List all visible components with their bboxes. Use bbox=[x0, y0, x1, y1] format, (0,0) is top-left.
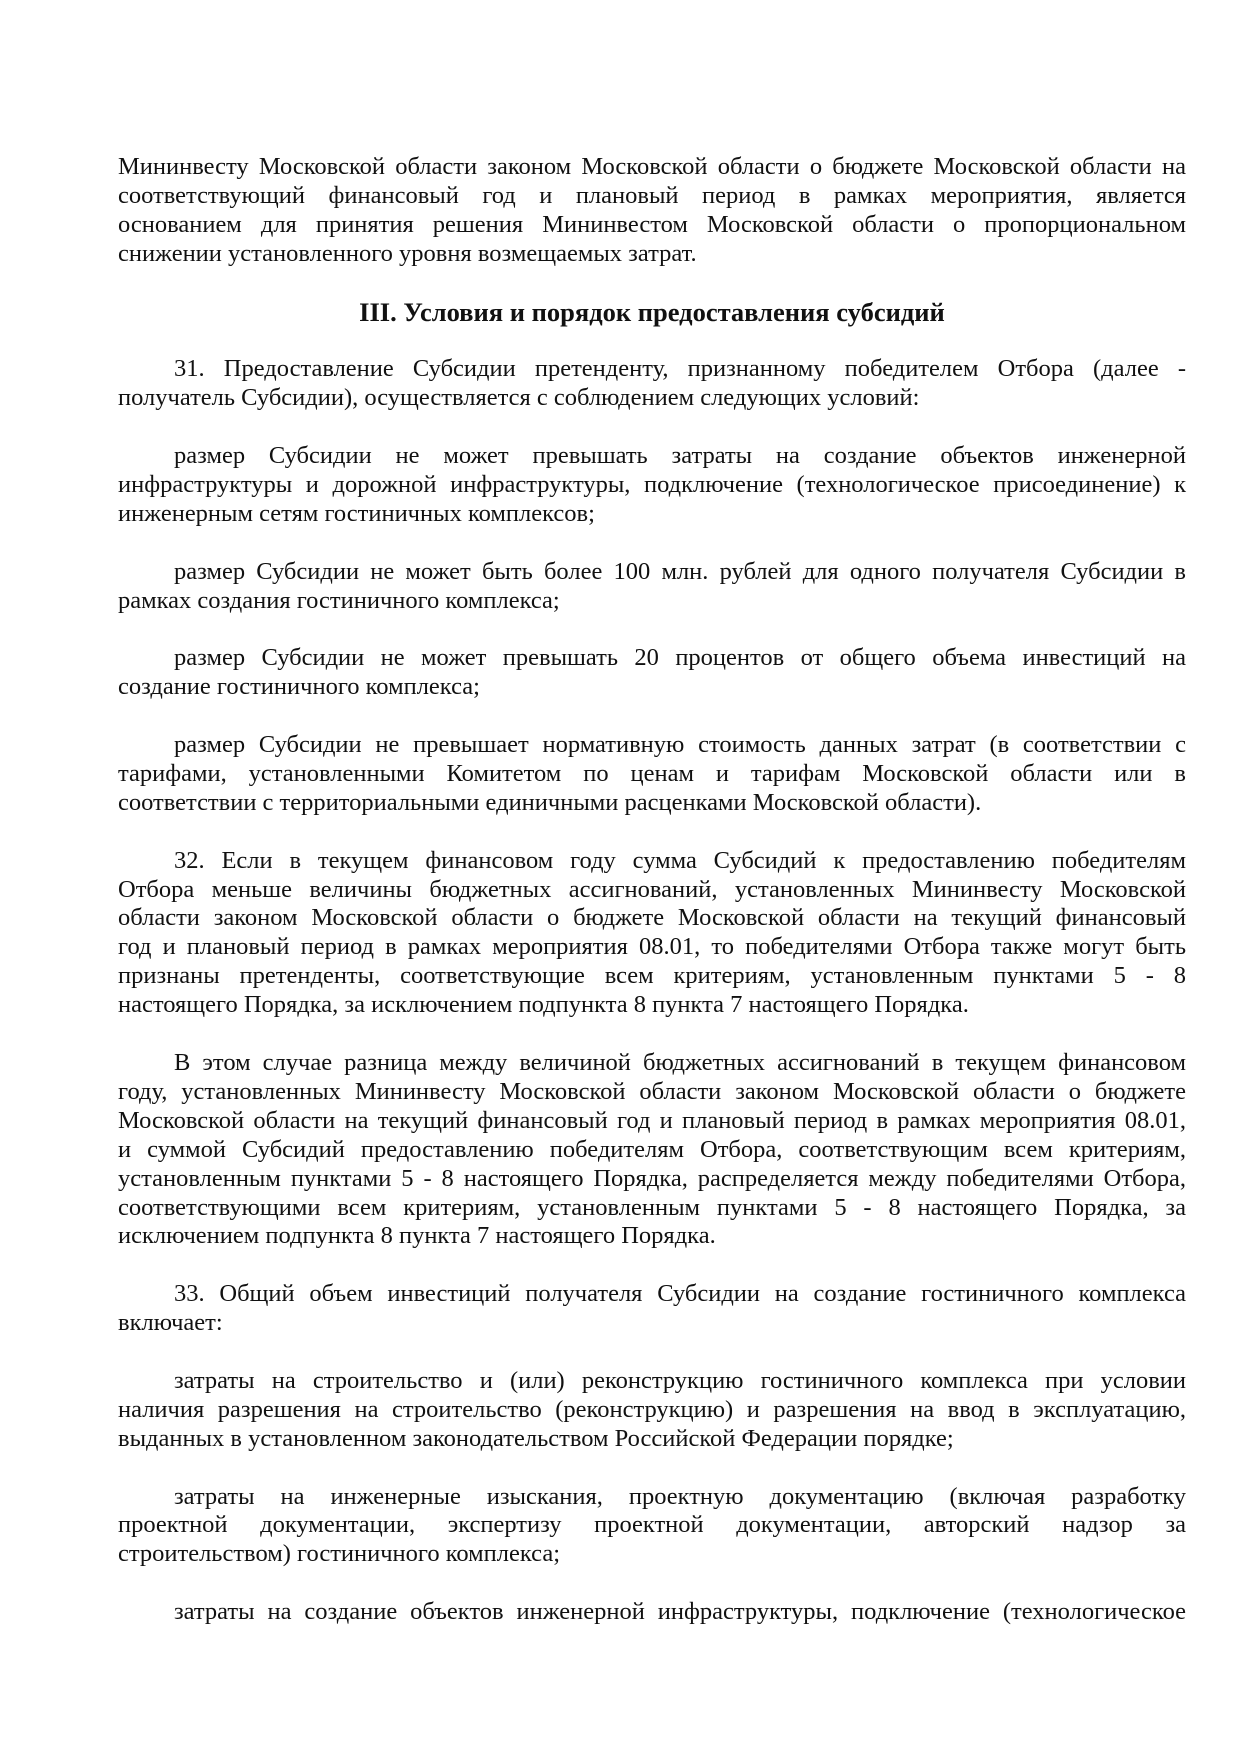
paragraph bbox=[118, 731, 1186, 818]
text-line: признаны претенденты, соответствующие всем критериям, установленным пунктами 5 - 8 bbox=[118, 962, 1186, 990]
section-heading: III. Условия и порядок предоставления субсидий bbox=[359, 296, 945, 327]
text-line: проектной документации, экспертизу проектной документации, авторский надзор за bbox=[118, 1511, 1186, 1539]
text-line: затраты на создание объектов инженерной инфраструктуры, подключение (технологическое bbox=[174, 1598, 1186, 1626]
text-line: создание гостиничного комплекса; bbox=[118, 673, 480, 701]
text-line: строительством) гостиничного комплекса; bbox=[118, 1540, 561, 1568]
paragraph bbox=[118, 1049, 1186, 1251]
text-line: соответствии с территориальными единичными расценками Московской области). bbox=[118, 788, 982, 816]
text-line: выданных в установленном законодательством Российской Федерации порядке; bbox=[118, 1424, 954, 1452]
text-line: основанием для принятия решения Мининвестом Московской области о пропорциональном bbox=[118, 210, 1186, 238]
text-line: размер Субсидии не может превышать затраты на создание объектов инженерной bbox=[174, 442, 1186, 470]
section-body bbox=[118, 355, 1186, 1627]
paragraph bbox=[118, 1280, 1186, 1338]
text-line: Мининвесту Московской области законом Московской области о бюджете Московской области на bbox=[118, 153, 1186, 180]
text-line: снижении установленного уровня возмещаемых затрат. bbox=[118, 239, 697, 267]
text-line: 33. Общий объем инвестиций получателя Субсидии на создание гостиничного комплекса bbox=[174, 1280, 1186, 1308]
text-line: области законом Московской области о бюджете Московской области на текущий финансовый bbox=[118, 904, 1186, 932]
text-line: затраты на инженерные изыскания, проектную документацию (включая разработку bbox=[174, 1482, 1186, 1510]
text-line: включает: bbox=[118, 1309, 223, 1337]
text-line: размер Субсидии не превышает нормативную стоимость данных затрат (в соответствии с bbox=[174, 731, 1186, 759]
paragraph bbox=[118, 442, 1186, 529]
text-line: Отбора меньше величины бюджетных ассигнований, установленных Мининвесту Московской bbox=[118, 875, 1186, 903]
text-line: 32. Если в текущем финансовом году сумма Субсидий к предоставлению победителям bbox=[174, 846, 1186, 874]
text-line: размер Субсидии не может превышать 20 процентов от общего объема инвестиций на bbox=[174, 644, 1186, 672]
paragraph bbox=[118, 1367, 1186, 1454]
text-line: В этом случае разница между величиной бюджетных ассигнований в текущем финансовом bbox=[174, 1048, 1186, 1076]
text-line: инженерным сетям гостиничных комплексов; bbox=[118, 499, 595, 527]
text-line: установленным пунктами 5 - 8 настоящего Порядка, распределяется между победителями Отбора, bbox=[118, 1164, 1186, 1192]
text-line: и суммой Субсидий предоставлению победителям Отбора, соответствующим всем критериям, bbox=[118, 1135, 1186, 1163]
paragraph bbox=[118, 153, 1186, 269]
text-line: настоящего Порядка, за исключением подпункта 8 пункта 7 настоящего Порядка. bbox=[118, 991, 969, 1019]
paragraph bbox=[118, 558, 1186, 616]
text-line: 31. Предоставление Субсидии претенденту, признанному победителем Отбора (далее - bbox=[174, 355, 1186, 383]
document-page bbox=[118, 153, 1186, 1656]
text-line: Московской области на текущий финансовый год и плановый период в рамках мероприятия 08.01, bbox=[118, 1106, 1186, 1134]
paragraph bbox=[118, 355, 1186, 413]
text-line: получатель Субсидии), осуществляется с соблюдением следующих условий: bbox=[118, 384, 920, 412]
text-line: размер Субсидии не может быть более 100 млн. рублей для одного получателя Субсидии в bbox=[174, 557, 1186, 585]
paragraph bbox=[118, 1598, 1186, 1627]
paragraph bbox=[118, 644, 1186, 702]
text-line: соответствующий финансовый год и плановый период в рамках мероприятия, является bbox=[118, 181, 1186, 209]
paragraph bbox=[118, 847, 1186, 1020]
text-line: наличия разрешения на строительство (реконструкцию) и разрешения на ввод в эксплуатацию, bbox=[118, 1395, 1186, 1423]
text-line: затраты на строительство и (или) реконструкцию гостиничного комплекса при условии bbox=[174, 1366, 1186, 1394]
text-line: рамках создания гостиничного комплекса; bbox=[118, 586, 560, 614]
text-line: году, установленных Мининвесту Московской области законом Московской области о бюджете bbox=[118, 1077, 1186, 1105]
paragraph bbox=[118, 1483, 1186, 1570]
text-line: инфраструктуры и дорожной инфраструктуры, подключение (технологическое присоединение) к bbox=[118, 470, 1186, 498]
continued-text bbox=[118, 153, 1186, 269]
text-line: соответствующими всем критериям, установленным пунктами 5 - 8 настоящего Порядка, за bbox=[118, 1193, 1186, 1221]
text-line: год и плановый период в рамках мероприятия 08.01, то победителями Отбора также могут быть bbox=[118, 933, 1186, 961]
text-line: исключением подпункта 8 пункта 7 настоящего Порядка. bbox=[118, 1222, 716, 1250]
text-line: тарифами, установленными Комитетом по ценам и тарифам Московской области или в bbox=[118, 759, 1186, 787]
